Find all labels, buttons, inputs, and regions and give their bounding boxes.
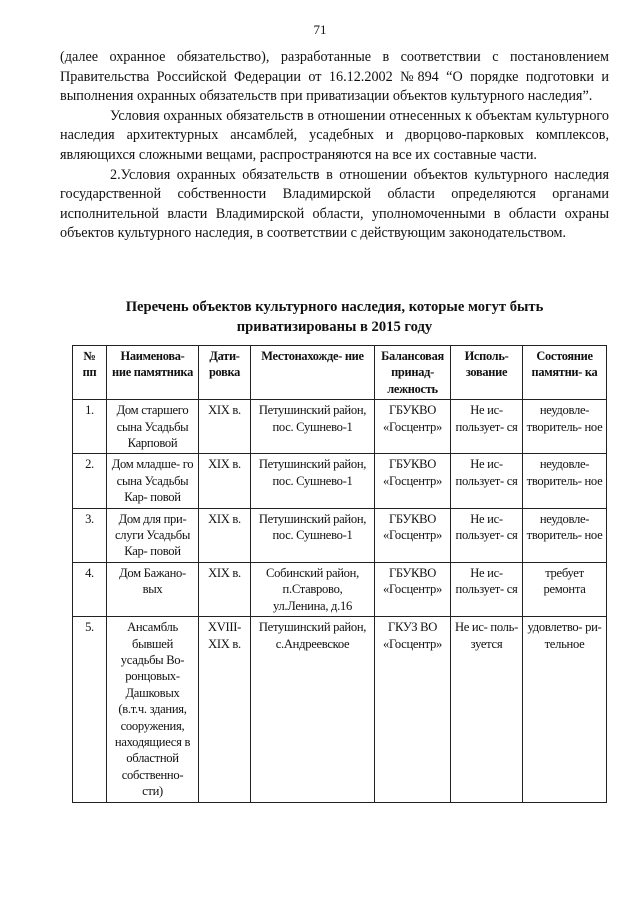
cell-number: 2. xyxy=(73,454,107,508)
cell-condition: неудовле- творитель- ное xyxy=(523,400,607,454)
header-number: № пп xyxy=(73,346,107,400)
cell-location: Петушинский район, пос. Сушнево-1 xyxy=(251,400,375,454)
cell-name: Дом для при- слуги Усадьбы Кар- повой xyxy=(107,508,199,562)
cell-name: Дом младше- го сына Усадьбы Кар- повой xyxy=(107,454,199,508)
cell-dating: XIX в. xyxy=(199,508,251,562)
header-dating: Дати- ровка xyxy=(199,346,251,400)
cell-dating: XIX в. xyxy=(199,562,251,616)
header-usage: Исполь- зование xyxy=(451,346,523,400)
cell-location: Петушинский район, с.Андреевское xyxy=(251,617,375,802)
paragraph-2: Условия охранных обязательств в отношении отнесенных к объектам культурного наследия архитектурных ансамблей, усадебных и дворцово-парковых комплексов, являющихся сложными вещами, распространяются на все их составные части. xyxy=(60,107,609,163)
cell-usage: Не ис- пользует- ся xyxy=(451,400,523,454)
cell-condition: удовлетво- ри- тельное xyxy=(523,617,607,802)
cell-usage: Не ис- пользует- ся xyxy=(451,508,523,562)
cell-name: Ансамбль бывшей усадьбы Во- ронцовых- Дашковых (в.т.ч. здания, сооружения, находящиеся в областной собственно- сти) xyxy=(107,617,199,802)
cell-balance-owner: ГБУКВО «Госцентр» xyxy=(375,562,451,616)
header-balance-owner: Балансовая принад- лежность xyxy=(375,346,451,400)
cell-dating: XVIII- XIX в. xyxy=(199,617,251,802)
table-title xyxy=(60,297,609,337)
cell-name: Дом старшего сына Усадьбы Карповой xyxy=(107,400,199,454)
header-condition: Состояние памятни- ка xyxy=(523,346,607,400)
table-title-line-1: Перечень объектов культурного наследия, которые могут быть xyxy=(125,299,544,315)
cell-dating: XIX в. xyxy=(199,400,251,454)
cell-location: Собинский район, п.Ставрово, ул.Ленина, д.16 xyxy=(251,562,375,616)
monuments-table xyxy=(72,345,607,803)
cell-condition: неудовле- творитель- ное xyxy=(523,454,607,508)
header-location: Местонахожде- ние xyxy=(251,346,375,400)
cell-usage: Не ис- пользует- ся xyxy=(451,454,523,508)
cell-balance-owner: ГКУЗ ВО «Госцентр» xyxy=(375,617,451,802)
table-row xyxy=(73,400,607,454)
cell-balance-owner: ГБУКВО «Госцентр» xyxy=(375,454,451,508)
cell-location: Петушинский район, пос. Сушнево-1 xyxy=(251,454,375,508)
cell-number: 1. xyxy=(73,400,107,454)
cell-condition: неудовле- творитель- ное xyxy=(523,508,607,562)
paragraph-1: (далее охранное обязательство), разработанные в соответствии с постановлением Правительства Российской Федерации от 16.12.2002 №894 “О порядке подготовки и выполнения охранных обязательств при приватизации объектов культурного наследия”. xyxy=(60,49,609,105)
cell-name: Дом Бажано- вых xyxy=(107,562,199,616)
table-row xyxy=(73,617,607,802)
cell-balance-owner: ГБУКВО «Госцентр» xyxy=(375,400,451,454)
cell-number: 3. xyxy=(73,508,107,562)
page-number: 71 xyxy=(313,22,327,37)
cell-balance-owner: ГБУКВО «Госцентр» xyxy=(375,508,451,562)
paragraph-3: 2.Условия охранных обязательств в отношении объектов культурного наследия государственной собственности Владимирской области определяются органами исполнительной власти Владимирской области, уполномоченными в области охраны объектов культурного наследия, в соответствии с действующим законодательством. xyxy=(60,166,609,242)
cell-usage: Не ис- поль- зуется xyxy=(451,617,523,802)
header-name: Наименова- ние памятника xyxy=(107,346,199,400)
table-header-row xyxy=(73,346,607,400)
cell-condition: требует ремонта xyxy=(523,562,607,616)
table-row xyxy=(73,562,607,616)
cell-usage: Не ис- пользует- ся xyxy=(451,562,523,616)
cell-location: Петушинский район, пос. Сушнево-1 xyxy=(251,508,375,562)
cell-dating: XIX в. xyxy=(199,454,251,508)
table-title-line-2: приватизированы в 2015 году xyxy=(236,319,433,335)
table-row xyxy=(73,508,607,562)
cell-number: 4. xyxy=(73,562,107,616)
table-row xyxy=(73,454,607,508)
cell-number: 5. xyxy=(73,617,107,802)
body-text xyxy=(60,48,609,244)
